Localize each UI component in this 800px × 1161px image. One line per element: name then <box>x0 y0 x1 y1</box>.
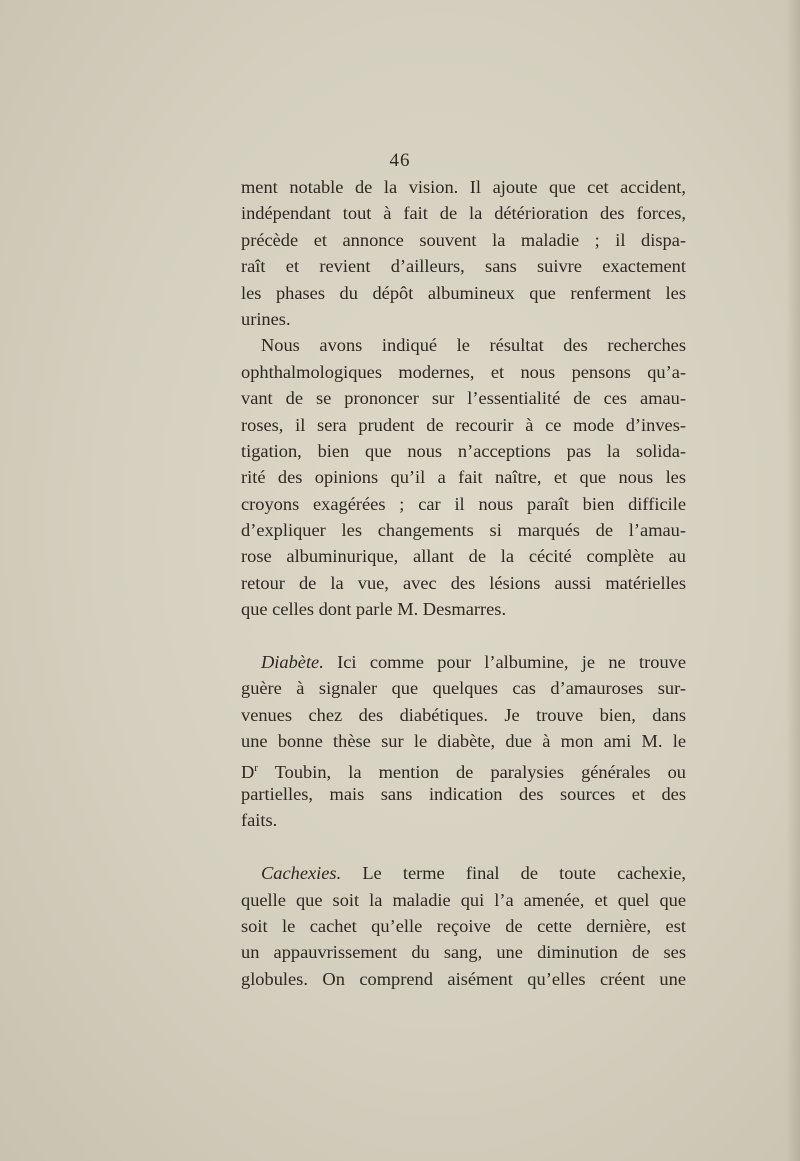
body-text <box>241 174 686 992</box>
text-line: urines. <box>241 308 291 329</box>
text-line: rose albuminurique, allant de la cécité complète au <box>241 546 686 567</box>
text-line <box>241 649 686 675</box>
text-fragment: Le terme final de toute cachexie, <box>362 863 686 884</box>
text-line: indépendant tout à fait de la détérioration des forces, <box>241 203 686 224</box>
page-edge-shadow <box>786 0 800 1161</box>
text-line: une bonne thèse sur le diabète, due à mon ami M. le <box>241 731 686 752</box>
text-line: ophthalmologiques modernes, et nous pensons qu’a- <box>241 361 686 382</box>
text-line: les phases du dépôt albumineux que renferment les <box>241 282 686 303</box>
text-fragment: Toubin, la mention de paralysies générales ou <box>274 761 686 782</box>
text-line: quelle que soit la maladie qui l’a amenée, et quel que <box>241 889 686 910</box>
text-line: raît et revient d’ailleurs, sans suivre exactement <box>241 256 686 277</box>
text-line: Nous avons indiqué le résultat des recherches <box>261 335 686 356</box>
text-line: un appauvrissement du sang, une diminution de ses <box>241 942 686 963</box>
text-line: globules. On comprend aisément qu’elles créent une <box>241 968 686 989</box>
text-line: vant de se prononcer sur l’essentialité de ces amau- <box>241 388 686 409</box>
text-line: tigation, bien que nous n’acceptions pas la solida- <box>241 440 686 461</box>
text-line <box>241 755 686 781</box>
text-line: roses, il sera prudent de recourir à ce mode d’inves- <box>241 414 686 435</box>
text-line: que celles dont parle M. Desmarres. <box>241 599 507 620</box>
doctor-abbrev-sup: r <box>254 761 258 774</box>
section-heading-diabete: Diabète. <box>261 652 324 673</box>
text-line: guère à signaler que quelques cas d’amauroses sur- <box>241 678 686 699</box>
text-line: faits. <box>241 810 278 831</box>
section-heading-cachexies: Cachexies. <box>261 863 342 884</box>
text-line <box>241 860 686 886</box>
page-number: 46 <box>389 150 411 171</box>
text-line: précède et annonce souvent la maladie ; il dispa- <box>241 229 686 250</box>
text-line: partielles, mais sans indication des sources et des <box>241 783 686 804</box>
text-line: croyons exagérées ; car il nous paraît bien difficile <box>241 493 686 514</box>
text-line: soit le cachet qu’elle reçoive de cette dernière, est <box>241 915 686 936</box>
text-line: d’expliquer les changements si marqués de l’amau- <box>241 520 686 541</box>
text-line: retour de la vue, avec des lésions aussi matérielles <box>241 572 686 593</box>
text-fragment: Ici comme pour l’albumine, je ne trouve <box>337 652 686 673</box>
paragraph-gap <box>241 834 686 860</box>
text-line: rité des opinions qu’il a fait naître, et que nous les <box>241 467 686 488</box>
text-line: venues chez des diabétiques. Je trouve bien, dans <box>241 704 686 725</box>
doctor-abbrev: D <box>241 761 255 782</box>
text-line: ment notable de la vision. Il ajoute que cet accident, <box>241 177 686 197</box>
paragraph-gap <box>241 623 686 649</box>
